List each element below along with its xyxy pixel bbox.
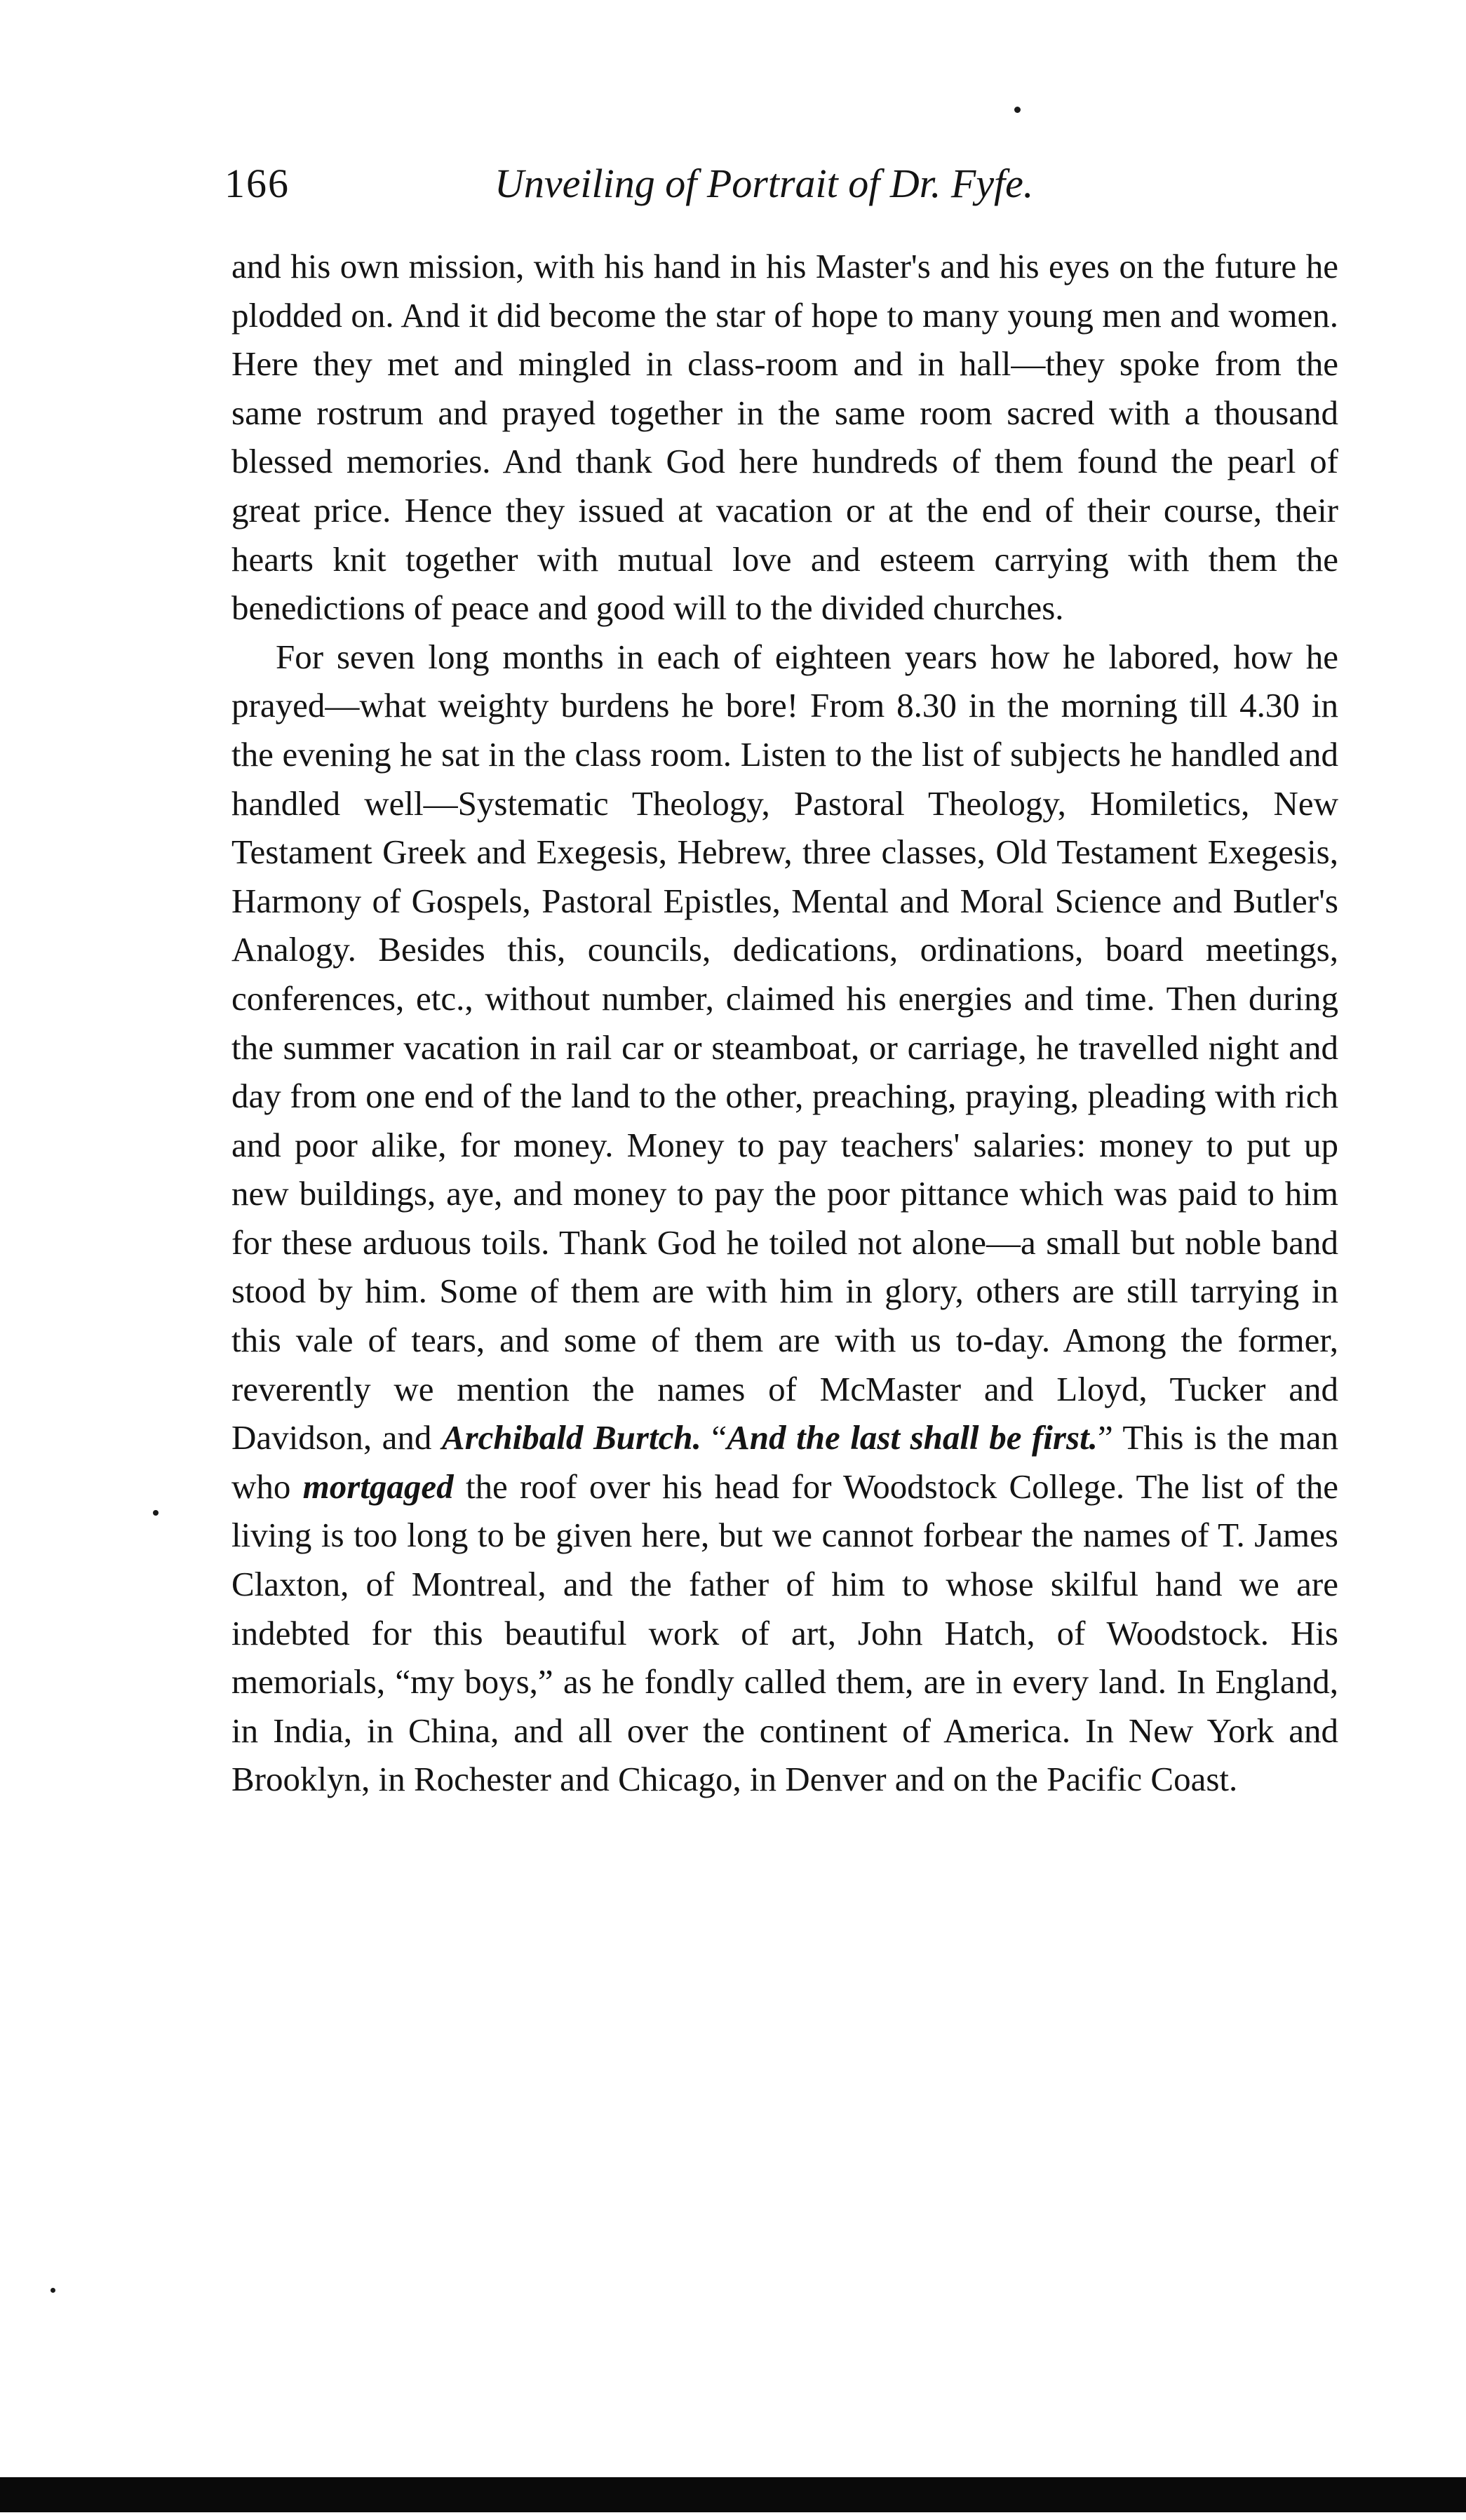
running-title: Unveiling of Portrait of Dr. Fyfe.	[495, 161, 1034, 206]
ink-speck-top	[1014, 107, 1021, 113]
ink-speck-bottom-left	[51, 2288, 55, 2293]
paragraph-2	[231, 633, 1338, 1804]
italic-name-archibald-burtch: Archibald Burtch.	[441, 1418, 701, 1457]
italic-word-mortgaged: mortgaged	[302, 1467, 454, 1506]
text-segment: the roof over his head for Woodstock College. The list of the living is too long to be given here, but we cannot forbear the names of T. James Claxton, of Montreal, and the father of him to whose skilful hand we are indebted for this beautiful work of art, John Hatch, of Woodstock. His memorials, “my boys,” as he fondly called them, are in every land. In England, in India, in China, and all over the continent of America. In New York and Brooklyn, in Rochester and Chicago, in Denver and on the Pacific Coast.	[231, 1467, 1338, 1799]
paragraph-1	[231, 242, 1338, 633]
ink-speck-left-margin	[153, 1510, 159, 1516]
scan-bottom-edge	[0, 2477, 1466, 2512]
text-segment: For seven long months in each of eighteen years how he labored, how he prayed—what weighty burdens he bore! From 8.30 in the morning till 4.30 in the evening he sat in the class room. Listen to the list of subjects he handled and handled well—Systematic Theology, Pastoral Theology, Homiletics, New Testament Greek and Exegesis, Hebrew, three classes, Old Testament Exegesis, Harmony of Gospels, Pastoral Epistles, Mental and Moral Science and Butler's Analogy. Besides this, councils, dedications, ordinations, board meetings, conferences, etc., without number, claimed his energies and time. Then during the summer vacation in rail car or steamboat, or carriage, he travelled night and day from one end of the land to the other, preaching, praying, pleading with rich and poor alike, for money. Money to pay teachers' salaries: money to put up new buildings, aye, and money to pay the poor pittance which was paid to him for these arduous toils. Thank God he toiled not alone—a small but noble band stood by him. Some of them are with him in glory, others are still tarrying in this vale of tears, and some of them are with us to-day. Among the former, reverently we mention the names of McMaster and Lloyd, Tucker and Davidson, and	[231, 637, 1338, 1457]
page-number: 166	[224, 161, 290, 206]
body-text	[231, 242, 1338, 1804]
italic-quotation: And the last shall be first.	[727, 1418, 1098, 1457]
text-segment: and his own mission, with his hand in his Master's and his eyes on the future he plodded on. And it did become the star of hope to many young men and women. Here they met and mingled in class-room and in hall—they spoke from the same rostrum and prayed together in the same room sacred with a thousand blessed memories. And thank God here hundreds of them found the pearl of great price. Hence they issued at vacation or at the end of their course, their hearts knit together with mutual love and esteem carrying with them the benedictions of peace and good will to the divided churches.	[231, 247, 1338, 628]
page-header	[224, 160, 1347, 216]
text-segment: “	[701, 1418, 727, 1457]
text-segment: ” This is the man who	[231, 1418, 1339, 1506]
